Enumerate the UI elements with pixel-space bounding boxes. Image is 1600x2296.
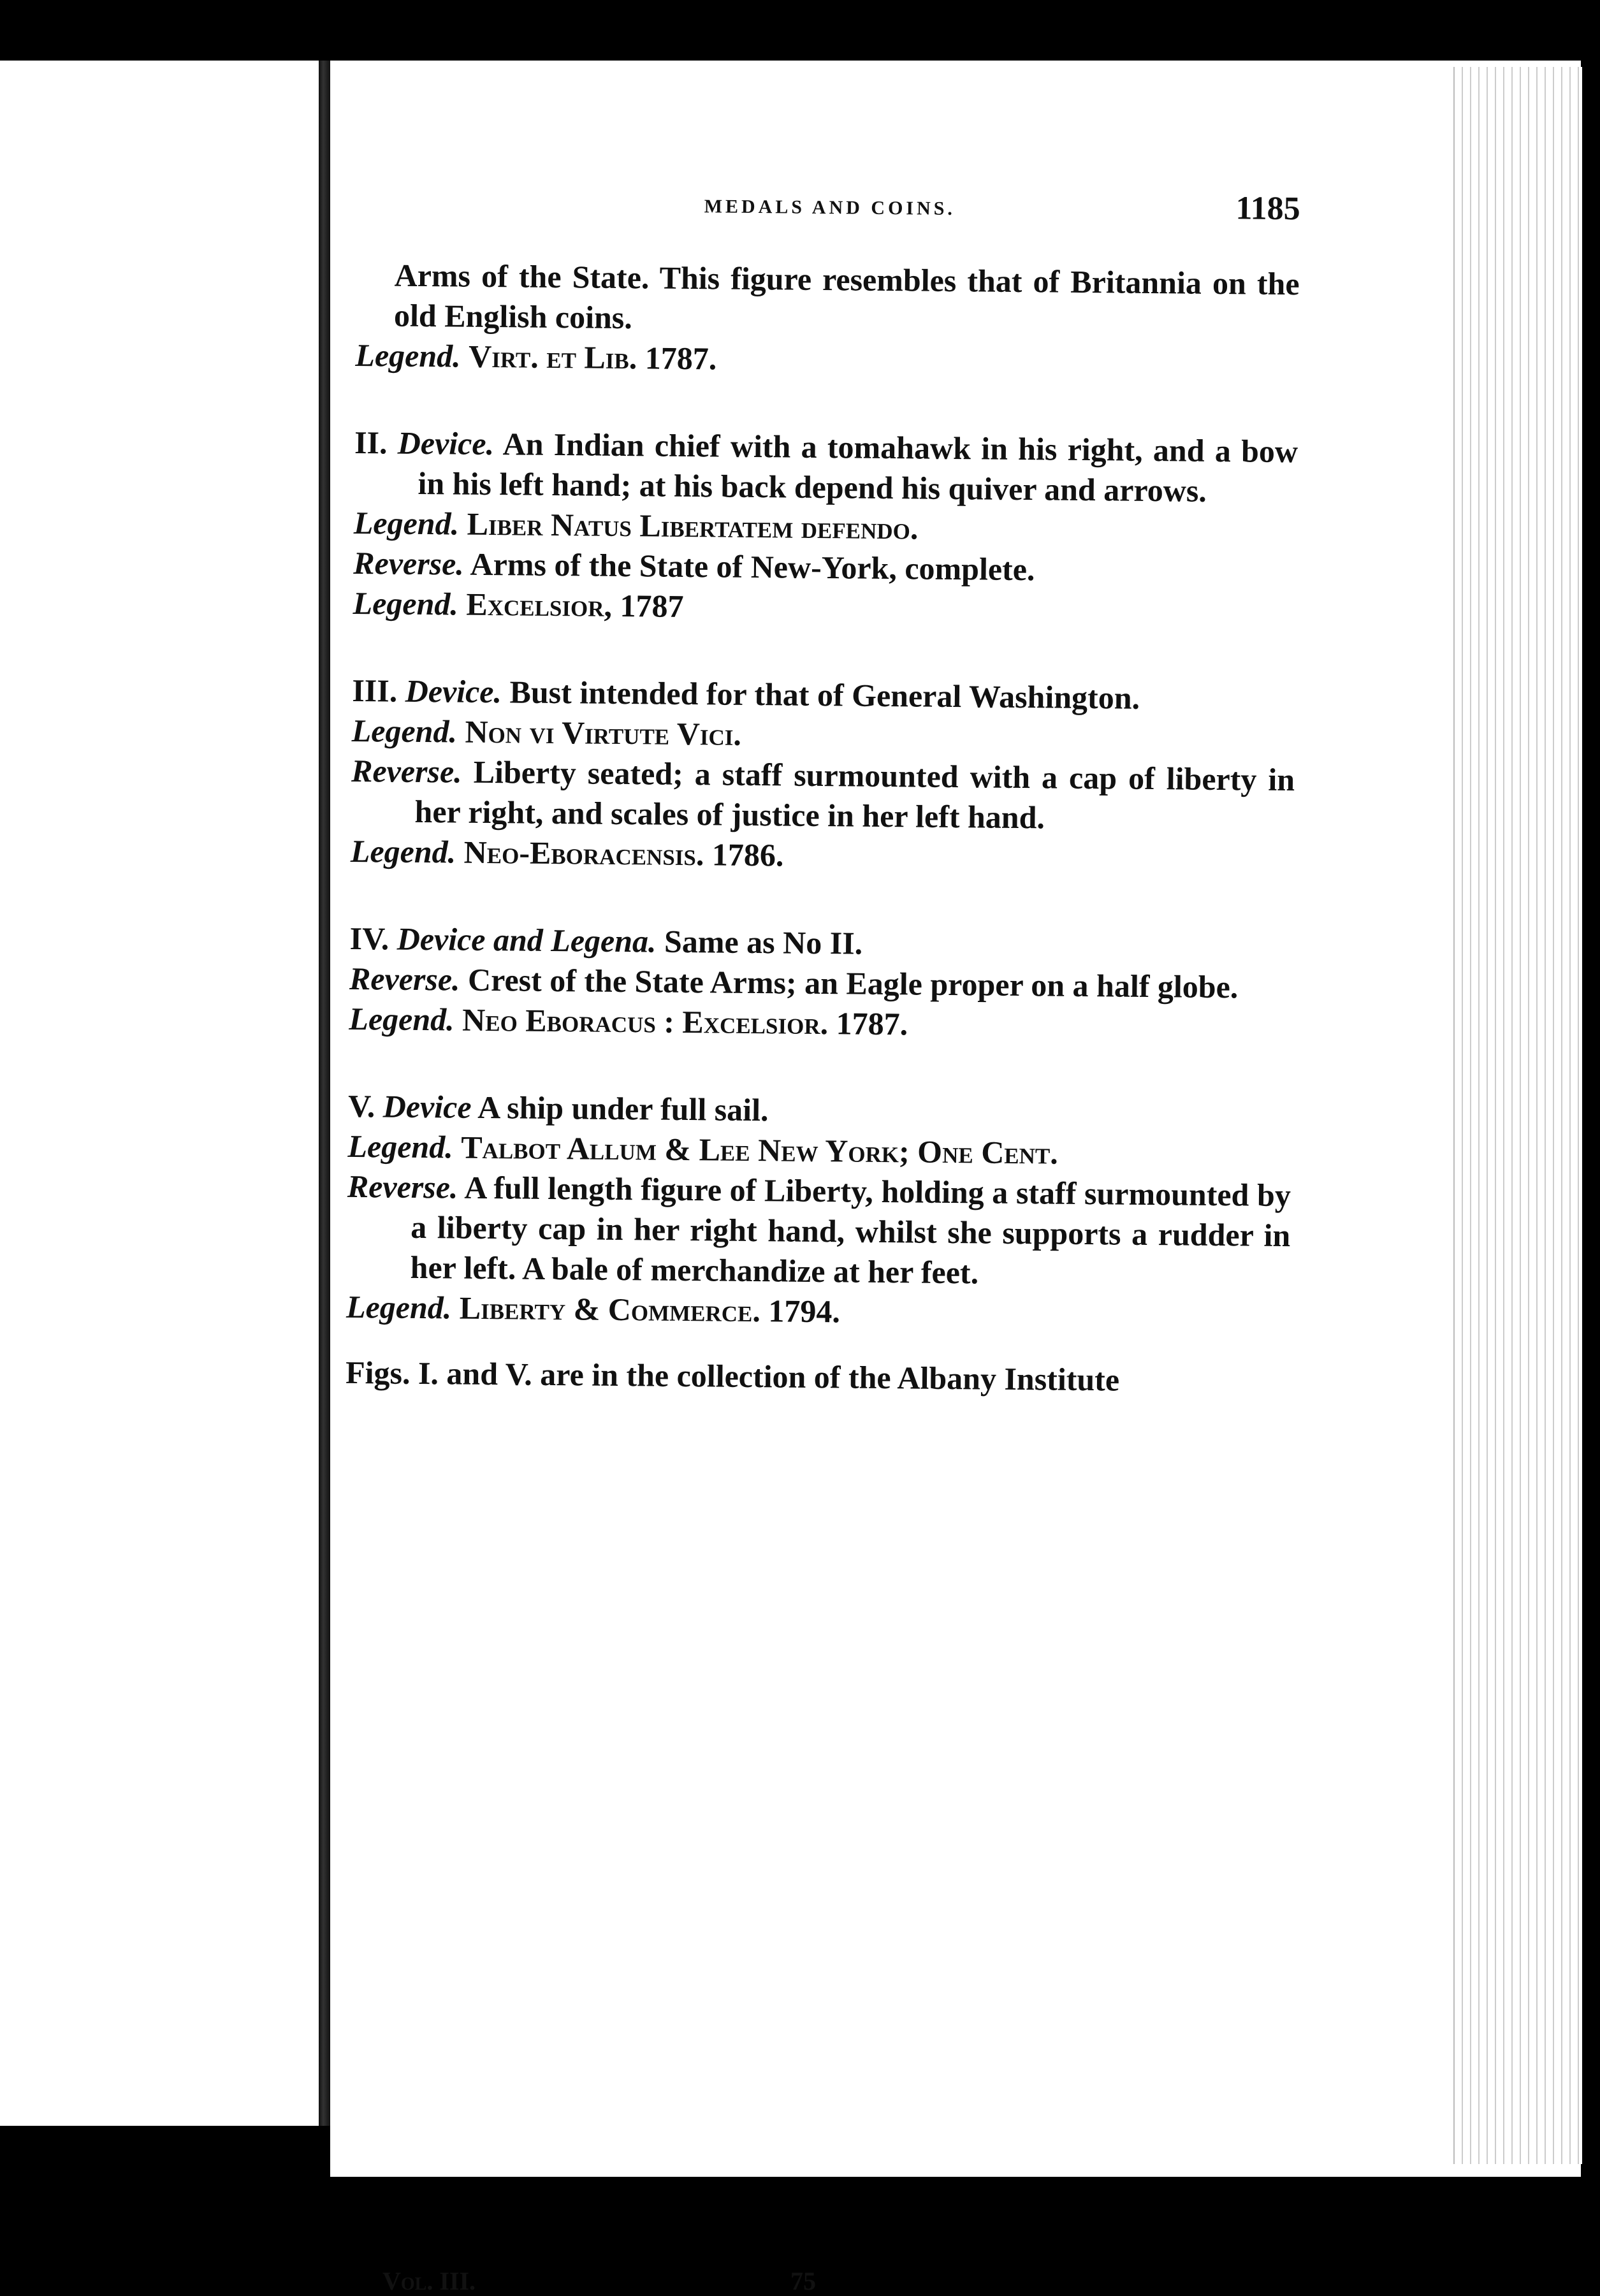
entry-text: Liber Natus Libertatem defendo.	[467, 505, 919, 546]
entry-text: Arms of the State. This figure resembles that of Britannia on the old English coins.	[393, 257, 1300, 336]
section-III	[351, 671, 1296, 880]
entry-text: Neo-Eboracensis. 1786.	[463, 834, 784, 873]
section-gap	[353, 623, 1297, 679]
page-number: 1185	[1235, 190, 1300, 228]
running-head	[356, 185, 1300, 264]
entry-label: Device	[382, 1088, 472, 1125]
volume-label: Vol. III.	[382, 2267, 476, 2295]
section-V	[346, 1086, 1292, 1336]
entry-text: Bust intended for that of General Washington.	[509, 674, 1140, 716]
entry-label: Legend.	[345, 1288, 452, 1326]
section-numeral: III.	[352, 672, 398, 709]
section-gap	[350, 871, 1294, 927]
section-II	[353, 423, 1298, 632]
entry-label: Reverse.	[351, 752, 462, 790]
entry-label: Reverse.	[353, 544, 465, 582]
section-numeral: IV.	[349, 920, 389, 957]
entry-label: Legend.	[351, 712, 458, 750]
entry-label: Device.	[405, 672, 502, 710]
entry-label: Legend.	[355, 337, 461, 374]
running-title: MEDALS AND COINS.	[704, 196, 956, 220]
entry-label: Reverse.	[349, 960, 460, 998]
section-numeral: V.	[347, 1087, 375, 1124]
section-numeral: II.	[354, 424, 388, 461]
signature-mark: 75	[790, 2267, 816, 2295]
entry-text: A ship under full sail.	[477, 1089, 769, 1128]
section-cont	[355, 255, 1300, 384]
entry-label: Legend.	[353, 504, 460, 542]
section-IV	[349, 919, 1293, 1048]
entry-label: Legend.	[349, 1000, 455, 1038]
book-gutter	[319, 61, 330, 2126]
entry-text: Same as No II.	[664, 923, 863, 961]
footnote: Figs. I. and V. are in the collection of the Albany Institute	[345, 1354, 1120, 1398]
entry-text: An Indian chief with a tomahawk in his right, and a bow in his left hand; at his back depend his quiver and arrows.	[418, 426, 1298, 509]
entry-text: Non vi Virtute Vici.	[465, 713, 742, 752]
section-gap	[354, 375, 1298, 432]
entry-text: A full length figure of Liberty, holding a staff surmounted by a liberty cap in her right hand, whilst she supports a rudder in her left. A bale of merchandize at her feet.	[410, 1169, 1291, 1291]
entry-label: Device and Legena.	[396, 920, 657, 959]
section-gap	[348, 1039, 1292, 1095]
entry-text: Talbot Allum & Lee New York; One Cent.	[460, 1129, 1059, 1171]
entry-paragraph	[346, 1166, 1291, 1296]
entry-paragraph	[354, 423, 1298, 512]
entry-text: Virt. et Lib. 1787.	[468, 338, 717, 377]
entries	[346, 255, 1300, 1336]
entry-label: Legend.	[353, 585, 459, 622]
entry-text: Crest of the State Arms; an Eagle proper on a half globe.	[467, 961, 1239, 1005]
entry-text: Liberty & Commerce. 1794.	[459, 1290, 841, 1330]
left-page	[0, 61, 323, 2126]
entry-text: Liberty seated; a staff surmounted with a cap of liberty in her right, and scales of justice in her left hand.	[414, 753, 1295, 836]
entry-paragraph	[351, 751, 1295, 840]
page-content	[345, 185, 1300, 1402]
entry-paragraph	[346, 1287, 1290, 1336]
entry-text: Arms of the State of New-York, complete.	[470, 546, 1035, 588]
page-edges	[1453, 67, 1582, 2164]
entry-paragraph	[356, 255, 1300, 344]
entry-label: Legend.	[350, 832, 456, 870]
entry-text: Neo Eboracus : Excelsior. 1787.	[462, 1001, 908, 1042]
entry-text: Excelsior, 1787	[466, 586, 684, 624]
entry-label: Device.	[397, 425, 495, 462]
entry-label: Legend.	[347, 1128, 454, 1165]
entry-label: Reverse.	[347, 1168, 458, 1205]
